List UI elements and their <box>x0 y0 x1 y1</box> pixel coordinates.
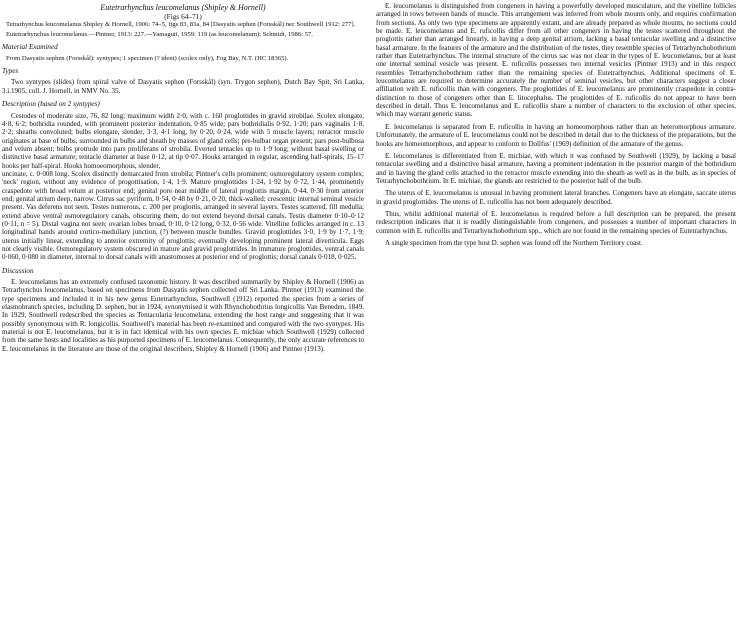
right-column <box>376 2 736 247</box>
species-title: Eutetrarhynchus leucomelanus (Shipley & Hornell) <box>100 3 266 12</box>
discussion-paragraph-5: The uterus of E. leucomelanus is unusual in having prominent lateral branches. Congeners have an elongate, saccate uterus in gravid proglottides. The uterus of E. ruficollis has not been adequately described. <box>376 189 736 206</box>
discussion-paragraph-3: E. leucomelanus is separated from E. ruficollis in having an homeomorphous rather than an heteromorphous armature. Unfortunately, the armature of E. leucomelanus could not be described in detail due to the thickness of the preparations, but the hooks are homeomorphous, and appear to conform to Dollfus' (1969) definition of the armature of the genus. <box>376 122 736 148</box>
discussion-paragraph-6: Thus, whilst additional material of E. leucomelanus is required before a full description can be prepared, the present redescription indicates that it is readily distinguishable from congeners, and possesses a number of important characters in common with E. ruficollis and Tetrarhynchobothrium spp., which are not found in the remaining species of Eutetrarhynchus. <box>376 209 736 235</box>
figure-reference: (Figs 64–71) <box>164 12 202 21</box>
synonym-entry-2: Eutetrarhynchus leucomelanus.—Pintner, 1913: 227.—Yamaguti, 1959: 119 (as leucomelanum); Schmidt, 1986: 57. <box>6 30 313 38</box>
types-heading: Types <box>2 67 19 76</box>
discussion-paragraph-2: E. leucomelanus is distinguished from congeners in having a powerfully developed musculature, and the vitelline follicles arranged in rows between bands of muscle. This arrangement was inferred from whole mounts only, and requires confirmation from sections. As only two type specimens are apparently extant, and are already prepared as whole mounts, no sections could be made. E. leucomelanus and E. ruficollis differ from all other congeners in having the testes scattered throughout the proglottis rather than arranged linearly, in having a deep genital atrium, lacking a basal tentacular swelling and a distinctive basal armature. In the features of the armature and the distribution of the testes, they resemble species of Tetrarhynchobothrium rather than Eutetrarhynchus. The internal structure of the cirrus sac was not clear in the types of E. leucomelanus, but at least one internal seminal vesicle was present. E. ruficollis possesses two internal vesicles (Pintner 1913) and in this respect resembles Tetrarhynchobothrium rather than the remaining species of Eutetrarhynchus. Additional specimens of E. leucomelanus are required to determine accurately the number of seminal vesicles, but other characters suggest a closer affiliation with E. ruficollis than with congeners. The proglottides of E. leucomelanus are prominently craspedote in contra-distinction to those of congeners other than E. litocephalus. The proglottides of E. ruficollis do not appear to have been described in detail. Thus E. leucomelanus and E. ruficollis share a number of characters to the exclusion of other species, which may warrant generic status. <box>376 2 736 119</box>
types-text: Two syntypes (slides) from spiral valve of Dasyatis sephen (Forsskål) (syn. Trygon sephen), Dutch Bay Spit, Sri Lanka, 3.i.1905, coll. J. Hornell, in NMV No. 35. <box>2 78 364 95</box>
material-heading: Material Examined <box>2 43 58 52</box>
discussion-paragraph-1: E. leucomelanus has an extremely confused taxonomic history. It was described summarily by Shipley & Hornell (1906) as Tetrarhynchus leucomelanus, based on specimens from Dasyatis sephen collected off Sri Lanka. Pintner (1913) examined the type specimens and included it in his new genus Eutetrarhynchus. Southwell (1912) reported the species from a series of elasmobranch species, including D. sephen, but in 1924, synonymised it with Rhynchobothrius longicollis Van Beneden, 1849. In 1929, Southwell redescribed the species as Tentacularia leucomelana, extending the host range and suggesting that it was possibly synonymous with R. longicollis. Southwell's material has been re-examined and compared with the two syntypes. His material is not E. leucomelanus, but it is in fact identical with his own species E. michiae which Southwell (1929) collected from the same hosts and localities as his purported specimens of E. leucomelanus. Consequently, the only accurate references to E. leucomelanus in the literature are those of the original describers, Shipley & Hornell (1906) and Pintner (1913). <box>2 278 364 353</box>
discussion-heading: Discussion <box>2 266 34 275</box>
left-column <box>2 2 364 353</box>
discussion-paragraph-4: E. leucomelanus is differentiated from E. michiae, with which it was confused by Southwell (1929), by lacking a basal tentacular swelling and a distinctive basal armature, having a prominent indentation in the posterior margin of the bothridium and in having the gland cells attached to the retractor muscle extending into the sheath as well as in the bulb, as in species of Tetrarhynchobothrium. In E. michiae, the glands are restricted to the posterior half of the bulb. <box>376 151 736 185</box>
material-text: From Dasyatis sephen (Forsskål): syntypes; 1 specimen (? ident) (scolex only), Fog Bay, N.T. (HC 18365). <box>6 54 289 62</box>
synonym-entry-1: Tetrarhynchus leucomelanus Shipley & Hornell, 1906: 74–5, figs 83, 83a, 84 [Dasyatis sephen (Forsskål) nec Southwell 1912: 277]. <box>6 21 356 28</box>
description-paragraph-2: uncinate, c. 0·008 long. Scolex distinctly demarcated from strobila; Pintner's cells prominent; osmoregulatory system complex; 'neck' region, without any evidence of progottisation, 1·4, 1·9. Mature proglottides 1·24, 1·92 by 0·72, 1·44, prominently craspedote with broad velum at posterior end; genital pore near middle of lateral proglottis margin, 0·44, 0·30 from anterior end; genital atrium deep, narrow. Cirrus sac pyriform, 0·54, 0·48 by 0·21, 0·20, thick-walled; crescentic internal seminal vesicle present. Vas deferens not seen. Testes numerous, c. 200 per proglottis, arranged in several layers. Testes scattered, fill medulla; extend above ventral osmoregulatory canals, obscuring them, do not extend beyond dorsal canals. Testis diameter 0·10–0·12 (0·11, n = 5). Distal vagina not seen; ovarian lobes broad, 0·10, 0·12 long, 0·32, 0·56 wide. Vitelline follicles arranged in c. 13 longitudinal bands around cortico-medullary junction, (?) between muscle bundles. Gravid proglottides 3·0, 1·9 by 1·7, 1·9; uterus initially linear, extending to anterior extremity of proglottis; eventually developing prominent lateral diverticula. Eggs not clearly visible. Osmoregulatory system obscured in mature and gravid proglottides. In immature proglottides, ventral canals 0·060, 0·080 in diameter, internal to dorsal canals with anastomoses at posterior end of proglottis; dorsal canals 0·018, 0·025. <box>2 169 364 262</box>
description-paragraph-1: Cestodes of moderate size, 76, 82 long; maximum width 2·0, with c. 160 proglottides in gravid strobilae. Scolex elongate, 4·8, 6·2; bothridia rounded, with prominent posterior indentation, 0·85 wide; pars bothridialis 0·92, 1·20; pars vaginalis 1·8, 2·2; sheaths convoluted; bulbs elongate, slender, 3·3, 4·1 long, by 0·20, 0·24, wide with 5 muscle layers; retractor muscle originates at base of bulbs, surrounded in bulbs and sheath by masses of gland cells; pre-bulbar organ present; pars post-bulbosa and velum absent; bulbs protrude into pars proliferans of strobila. Everted tentacles up to 1·9 long; without basal swelling or distinctive basal armature; tentacle diameter at base 0·12, at tip 0·07. Hooks arranged in regular, ascending half-spirals, 15–17 hooks per half-spiral. Hooks homoeomorphous, slender, <box>2 111 364 170</box>
discussion-paragraph-7: A single specimen from the type host D. sephen was found off the Northern Territory coast. <box>385 238 643 247</box>
description-heading: Description (based on 2 syntypes) <box>2 100 100 109</box>
